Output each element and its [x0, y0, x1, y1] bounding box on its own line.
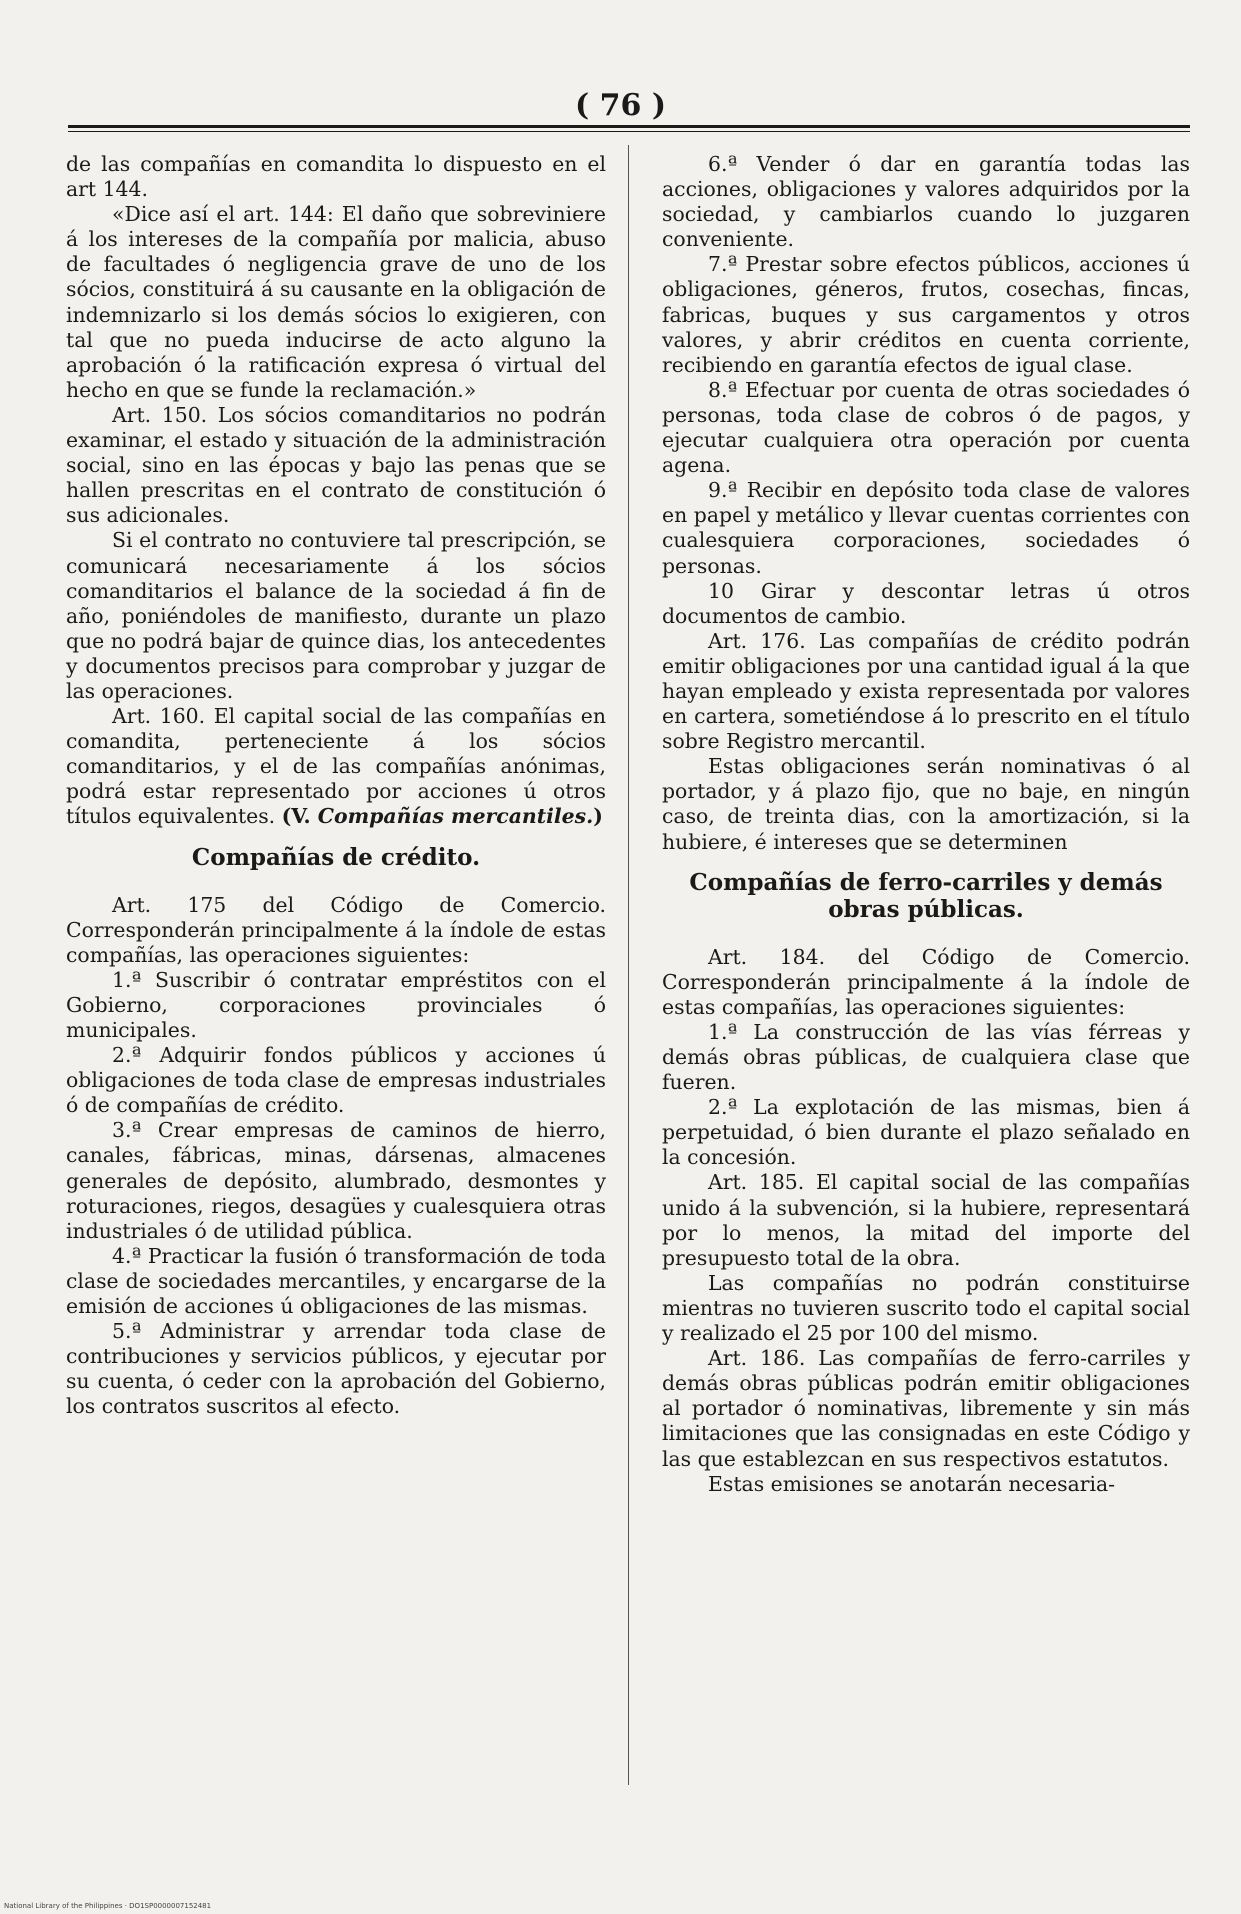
left-column [66, 152, 606, 1420]
paragraph: Art. 176. Las compañías de crédito podrán emitir obligaciones por una cantidad igual á la que hayan empleado y exista representada por valores en cartera, sometiéndose á lo prescrito en el título sobre Registro mercantil. [662, 628, 1190, 754]
cross-reference: (V. Compañías mercantiles.) [281, 804, 603, 829]
paragraph-text: Art. 160. El capital social de las compañías en comandita, perteneciente á los sócios comanditarios, y el de las compañías anónimas, podrá estar representado por acciones ú otros títulos equivalentes. [66, 704, 606, 829]
paragraph: de las compañías en comandita lo dispuesto en el art 144. [66, 152, 606, 202]
paragraph: «Dice así el art. 144: El daño que sobreviniere á los intereses de la compañía por malicia, abuso de facultades ó negligencia grave de uno de los sócios, constituirá á su causante en la obligación de indemnizarlo si los demás sócios lo exigieren, con tal que no pueda inducirse de acto alguno la aprobación ó la ratificación expresa ó virtual del hecho en que se funde la reclamación.» [66, 202, 606, 402]
list-item: 6.ª Vender ó dar en garantía todas las acciones, obligaciones y valores adquiridos por la sociedad, y cambiarlos cuando lo juzgaren conveniente. [662, 152, 1190, 252]
page-number: ( 76 ) [574, 88, 667, 123]
list-item: 10 Girar y descontar letras ú otros documentos de cambio. [662, 578, 1190, 628]
paragraph: Si el contrato no contuviere tal prescripción, se comunicará necesariamente á los sócios comanditarios el balance de la sociedad á fin de año, poniéndoles de manifiesto, durante un plazo que no podrá bajar de quince dias, los antecedentes y documentos precisos para comprobar y juzgar de las operaciones. [66, 528, 606, 703]
list-item: 8.ª Efectuar por cuenta de otras sociedades ó personas, toda clase de cobros ó de pagos, y ejecutar cualquiera otra operación por cuenta agena. [662, 377, 1190, 478]
column-divider [628, 145, 629, 1785]
paragraph [66, 704, 606, 829]
right-column [662, 152, 1190, 1497]
paragraph: Art. 185. El capital social de las compañías unido á la subvención, si la hubiere, representará por lo menos, la mitad del importe del presupuesto total de la obra. [662, 1170, 1190, 1270]
list-item: 1.ª Suscribir ó contratar empréstitos con el Gobierno, corporaciones provinciales ó municipales. [66, 967, 606, 1042]
list-item: 2.ª Adquirir fondos públicos y acciones ú obligaciones de toda clase de empresas industriales ó de compañías de crédito. [66, 1043, 606, 1118]
cross-reference-title: Compañías mercantiles. [317, 804, 594, 829]
paragraph: Art. 186. Las compañías de ferro-carriles y demás obras públicas podrán emitir obligaciones al portador ó nominativas, libremente y sin más limitaciones que las consignadas en este Código y las que establezcan en sus respectivos estatutos. [662, 1346, 1190, 1471]
paragraph: Art. 175 del Código de Comercio. Corresponderán principalmente á la índole de estas compañías, las operaciones siguientes: [66, 892, 606, 967]
list-item: 9.ª Recibir en depósito toda clase de valores en papel y metálico y llevar cuentas corrientes con cualesquiera corporaciones, sociedades ó personas. [662, 478, 1190, 578]
list-item: 3.ª Crear empresas de caminos de hierro, canales, fábricas, minas, dársenas, almacenes generales de depósito, alumbrado, desmontes y roturaciones, riegos, desagües y cualesquiera otras industriales ó de utilidad pública. [66, 1118, 606, 1243]
paragraph: Estas emisiones se anotarán necesaria- [708, 1471, 1116, 1496]
header-rule [68, 125, 1190, 128]
paragraph: Estas obligaciones serán nominativas ó al portador, y á plazo fijo, que no baje, en ningún caso, de treinta dias, con la amortización, si la hubiere, é intereses que se determinen [662, 754, 1190, 854]
paragraph: Las compañías no podrán constituirse mientras no tuvieren suscrito todo el capital social y realizado el 25 por 100 del mismo. [662, 1270, 1190, 1346]
list-item: 5.ª Administrar y arrendar toda clase de contribuciones y servicios públicos, y ejecutar por su cuenta, ó ceder con la aprobación del Gobierno, los contratos suscritos al efecto. [66, 1319, 606, 1419]
paragraph: Art. 150. Los sócios comanditarios no podrán examinar, el estado y situación de la administración social, sino en las épocas y bajo las penas que se hallen prescritas en el contrato de constitución ó sus adicionales. [66, 402, 606, 528]
list-item: 7.ª Prestar sobre efectos públicos, acciones ú obligaciones, géneros, frutos, cosechas, fincas, fabricas, buques y sus cargamentos y otros valores, y abrir créditos en cuenta corriente, recibiendo en garantía efectos de igual clase. [662, 252, 1190, 377]
list-item: 4.ª Practicar la fusión ó transformación de toda clase de sociedades mercantiles, y encargarse de la emisión de acciones ú obligaciones de las mismas. [66, 1243, 606, 1319]
scan-footer: National Library of the Philippines · DO1SP0000007152481 [4, 1902, 212, 1910]
section-heading: Compañías de crédito. [191, 843, 481, 871]
section-heading: Compañías de ferro-carriles y demás obras públicas. [689, 868, 1163, 923]
header-rule-thin [68, 131, 1190, 132]
list-item: 1.ª La construcción de las vías férreas y demás obras públicas, de cualquiera clase que fueren. [662, 1019, 1190, 1095]
list-item: 2.ª La explotación de las mismas, bien á perpetuidad, ó bien durante el plazo señalado en la concesión. [662, 1095, 1190, 1170]
paragraph: Art. 184. del Código de Comercio. Corresponderán principalmente á la índole de estas compañías, las operaciones siguientes: [662, 944, 1190, 1019]
